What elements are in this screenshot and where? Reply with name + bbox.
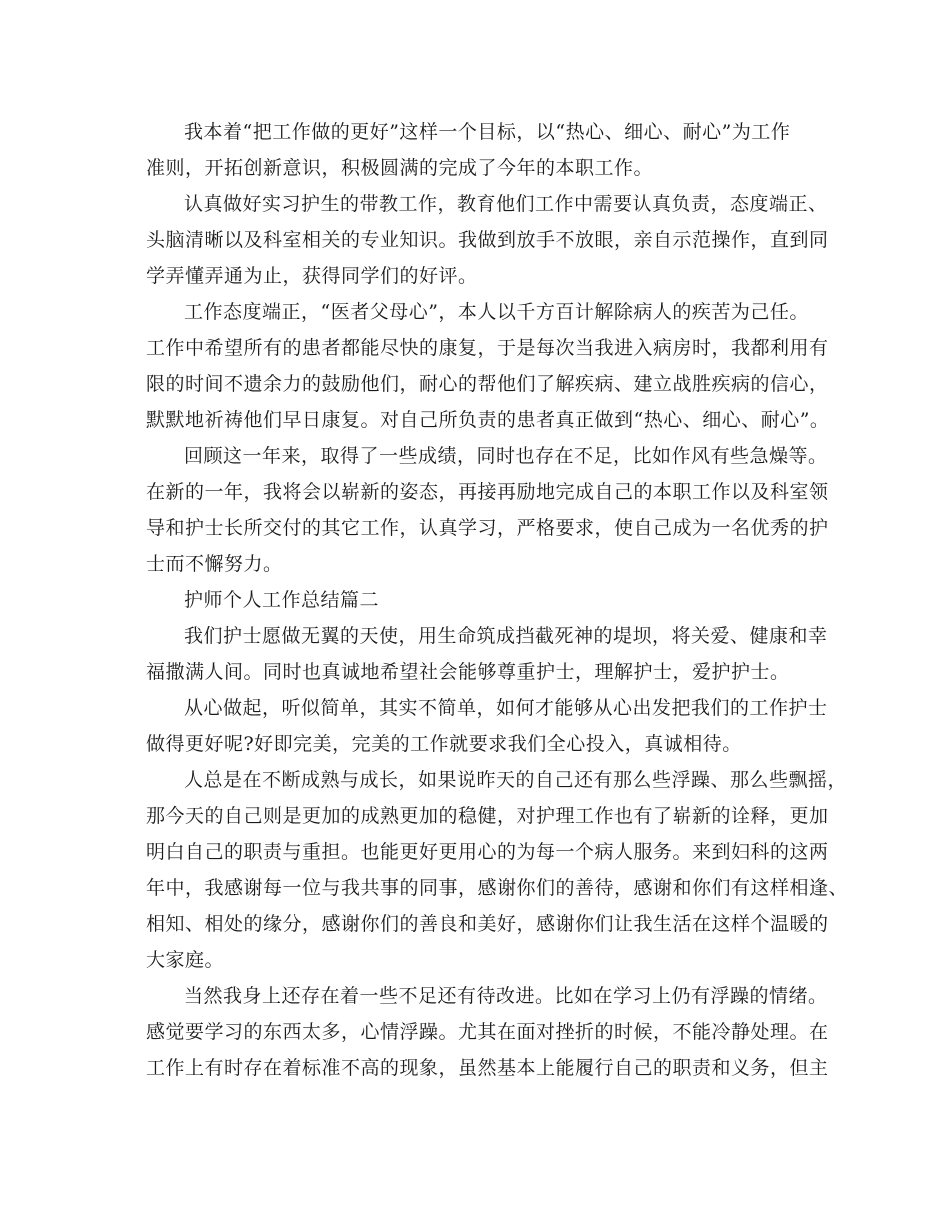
text-line: 回顾这一年来，取得了一些成绩，同时也存在不足，比如作风有些急燥等。 — [184, 445, 828, 467]
text-line: 年中，我感谢每一位与我共事的同事，感谢你们的善待，感谢和你们有这样相逢、 — [146, 877, 849, 899]
text-line: 士而不懈努力。 — [146, 553, 283, 575]
text-line: 感觉要学习的东西太多，心情浮躁。尤其在面对挫折的时候，不能冷静处理。在 — [146, 1021, 829, 1043]
text-line: 认真做好实习护生的带教工作，教育他们工作中需要认真负责，态度端正、 — [184, 193, 828, 215]
text-line: 学弄懂弄通为止，获得同学们的好评。 — [146, 265, 478, 287]
text-line: 工作态度端正，“医者父母心”，本人以千方百计解除病人的疾苦为己任。 — [184, 301, 809, 323]
text-line: 做得更好呢?好即完美，完美的工作就要求我们全心投入，真诚相待。 — [146, 733, 742, 755]
text-line: 头脑清晰以及科室相关的专业知识。我做到放手不放眼，亲自示范操作，直到同 — [146, 229, 829, 251]
text-line: 在新的一年，我将会以崭新的姿态，再接再励地完成自己的本职工作以及科室领 — [146, 481, 829, 503]
text-line: 我们护士愿做无翼的天使，用生命筑成挡截死神的堤坝，将关爱、健康和幸 — [184, 625, 828, 647]
text-line: 我本着“把工作做的更好”这样一个目标，以“热心、细心、耐心”为工作 — [184, 121, 791, 143]
text-line: 人总是在不断成熟与成长，如果说昨天的自己还有那么些浮躁、那么些飘摇， — [184, 769, 848, 791]
text-line: 相知、相处的缘分，感谢你们的善良和美好，感谢你们让我生活在这样个温暖的 — [146, 913, 829, 935]
text-line: 工作上有时存在着标准不高的现象，虽然基本上能履行自己的职责和义务，但主 — [146, 1057, 829, 1079]
text-line: 那今天的自己则是更加的成熟更加的稳健，对护理工作也有了崭新的诠释，更加 — [146, 805, 829, 827]
section-heading: 护师个人工作总结篇二 — [184, 589, 380, 611]
text-line: 默默地祈祷他们早日康复。对自己所负责的患者真正做到“热心、细心、耐心”。 — [146, 409, 830, 431]
text-line: 明白自己的职责与重担。也能更好更用心的为每一个病人服务。来到妇科的这两 — [146, 841, 829, 863]
text-line: 工作中希望所有的患者都能尽快的康复，于是每次当我进入病房时，我都利用有 — [146, 337, 829, 359]
text-line: 准则，开拓创新意识，积极圆满的完成了今年的本职工作。 — [146, 157, 654, 179]
text-line: 当然我身上还存在着一些不足还有待改进。比如在学习上仍有浮躁的情绪。 — [184, 985, 828, 1007]
text-line: 从心做起，听似简单，其实不简单，如何才能够从心出发把我们的工作护士 — [184, 697, 828, 719]
text-line: 福撒满人间。同时也真诚地希望社会能够尊重护士，理解护士，爱护护士。 — [146, 661, 790, 683]
text-line: 导和护士长所交付的其它工作，认真学习，严格要求，使自己成为一名优秀的护 — [146, 517, 829, 539]
text-line: 大家庭。 — [146, 949, 225, 971]
text-line: 限的时间不遗余力的鼓励他们，耐心的帮他们了解疾病、建立战胜疾病的信心， — [146, 373, 829, 395]
